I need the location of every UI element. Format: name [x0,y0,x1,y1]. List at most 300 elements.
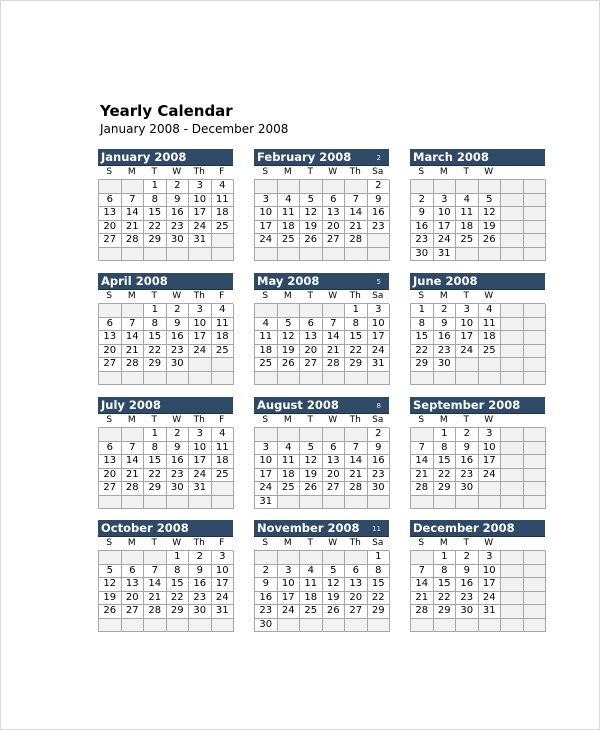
empty-day-cell [255,180,278,194]
day-cell: 26 [300,234,323,248]
day-cell: 4 [278,194,301,208]
empty-day-cell [167,496,190,510]
day-cell: 1 [434,551,457,565]
day-cell: 11 [212,442,235,456]
month-block [410,149,545,261]
day-cell: 18 [456,221,479,235]
weekday-header-row [410,537,545,550]
day-cell: 11 [479,318,502,332]
day-cell: 16 [167,455,190,469]
day-cell: 20 [300,345,323,359]
day-cell: 5 [300,194,323,208]
day-cell: 22 [411,345,434,359]
day-cell: 28 [411,482,434,496]
day-cell: 6 [99,194,122,208]
empty-day-cell [456,372,479,386]
weekday-label: S [418,291,425,301]
day-cell: 5 [479,194,502,208]
month-number-badge: 8 [376,402,381,410]
empty-day-cell [434,180,457,194]
day-cell: 16 [456,578,479,592]
empty-day-cell [144,248,167,262]
day-cell: 13 [323,207,346,221]
empty-day-cell [323,180,346,194]
empty-day-cell [411,496,434,510]
page-title: Yearly Calendar [100,102,233,120]
empty-day-cell [345,496,368,510]
day-cell: 25 [278,482,301,496]
day-cell: 13 [99,207,122,221]
weekday-label: M [439,415,448,425]
day-cell: 2 [456,428,479,442]
weekday-label: S [106,291,113,301]
weekday-label: M [439,167,448,177]
page-subtitle: January 2008 - December 2008 [100,122,289,136]
month-block [254,397,389,509]
day-cell: 14 [345,455,368,469]
month-name: October 2008 [101,521,189,535]
day-cell: 8 [368,565,391,579]
empty-day-cell [368,372,391,386]
weekday-label [500,537,523,550]
weekday-header-row [98,414,233,427]
day-cell: 17 [479,455,502,469]
empty-day-cell [99,372,122,386]
empty-day-cell [411,428,434,442]
day-cell: 28 [323,358,346,372]
day-cell: 21 [122,345,145,359]
day-cell: 11 [255,331,278,345]
day-cell: 3 [368,304,391,318]
day-cell: 25 [479,345,502,359]
empty-day-cell [524,578,547,592]
day-cell: 16 [456,455,479,469]
day-cell: 19 [479,221,502,235]
month-block [254,273,389,385]
day-cell: 13 [122,578,145,592]
day-cell: 15 [345,331,368,345]
month-header [254,397,389,414]
day-cell: 9 [189,565,212,579]
day-cell: 6 [300,318,323,332]
empty-day-cell [323,496,346,510]
day-cell: 3 [212,551,235,565]
day-cell: 25 [255,358,278,372]
empty-day-cell [323,304,346,318]
day-cell: 14 [411,455,434,469]
empty-day-cell [99,496,122,510]
day-cell: 18 [255,345,278,359]
empty-day-cell [524,318,547,332]
empty-day-cell [456,619,479,633]
month-name: July 2008 [101,398,161,412]
month-header [98,520,233,537]
empty-day-cell [501,194,524,208]
weekday-label [500,414,523,427]
day-cell: 29 [144,482,167,496]
weekday-label: S [262,538,269,548]
day-cell: 18 [278,221,301,235]
empty-day-cell [524,592,547,606]
month-block [98,149,233,261]
day-cell: 25 [212,469,235,483]
day-cell: 17 [189,331,212,345]
day-cell: 3 [278,565,301,579]
empty-day-cell [345,551,368,565]
day-cell: 3 [255,442,278,456]
empty-day-cell [501,551,524,565]
empty-day-cell [189,619,212,633]
empty-day-cell [345,180,368,194]
day-cell: 3 [189,180,212,194]
empty-day-cell [300,248,323,262]
day-cell: 17 [255,221,278,235]
empty-day-cell [524,331,547,345]
day-cell: 23 [189,592,212,606]
empty-day-cell [524,248,547,262]
day-cell: 21 [411,469,434,483]
day-cell: 4 [212,304,235,318]
day-cell: 30 [189,605,212,619]
empty-day-cell [456,248,479,262]
day-cell: 31 [479,605,502,619]
weekday-label: Th [349,167,361,177]
weekday-label: T [151,538,157,548]
day-cell: 17 [189,207,212,221]
day-cell: 2 [411,194,434,208]
weekday-label: Th [193,167,205,177]
day-cell: 10 [278,578,301,592]
weekday-label: T [151,167,157,177]
empty-day-cell [255,304,278,318]
weekday-label: S [262,291,269,301]
weekday-label [523,166,546,179]
weekday-label: Sa [372,167,384,177]
weekday-label: W [172,415,182,425]
day-cell: 9 [368,194,391,208]
day-cell: 10 [479,442,502,456]
month-name: June 2008 [413,274,478,288]
weekday-label: M [127,538,136,548]
day-cell: 8 [434,565,457,579]
weekday-label: W [484,415,494,425]
day-cell: 9 [368,442,391,456]
empty-day-cell [501,248,524,262]
month-name: March 2008 [413,150,489,164]
empty-day-cell [434,372,457,386]
empty-day-cell [501,372,524,386]
weekday-label: W [484,538,494,548]
day-cell: 14 [144,578,167,592]
weekday-label [523,290,546,303]
day-cell: 20 [122,592,145,606]
month-block [254,520,389,632]
day-cell: 13 [99,331,122,345]
day-cell: 24 [212,592,235,606]
day-cell: 12 [300,207,323,221]
day-cell: 18 [278,469,301,483]
empty-day-cell [524,428,547,442]
empty-day-cell [501,428,524,442]
day-cell: 29 [368,605,391,619]
day-cell: 25 [300,605,323,619]
weekday-header-row [98,290,233,303]
day-cell: 10 [456,318,479,332]
empty-day-cell [278,372,301,386]
day-cell: 11 [300,578,323,592]
weekday-label: W [328,415,338,425]
day-cell: 31 [189,482,212,496]
empty-day-cell [524,455,547,469]
day-cell: 24 [368,345,391,359]
weekday-label: M [127,167,136,177]
weekday-label: M [127,415,136,425]
day-cell: 7 [345,194,368,208]
empty-day-cell [501,234,524,248]
weekday-label: S [106,415,113,425]
empty-day-cell [501,592,524,606]
day-cell: 10 [255,207,278,221]
day-cell: 31 [189,234,212,248]
day-cell: 14 [345,207,368,221]
empty-day-cell [501,221,524,235]
day-cell: 6 [323,194,346,208]
day-cell: 3 [479,428,502,442]
empty-day-cell [479,372,502,386]
day-cell: 26 [300,482,323,496]
day-cell: 9 [167,194,190,208]
day-cell: 20 [345,592,368,606]
day-cell: 25 [212,221,235,235]
empty-day-cell [434,619,457,633]
day-cell: 2 [255,565,278,579]
empty-day-cell [411,619,434,633]
empty-day-cell [122,428,145,442]
month-number-badge: 2 [376,154,381,162]
weekday-label: T [151,291,157,301]
weekday-label: S [106,538,113,548]
weekday-label: M [283,415,292,425]
empty-day-cell [411,180,434,194]
day-cell: 2 [368,180,391,194]
day-cell: 2 [434,304,457,318]
empty-day-cell [501,442,524,456]
weekday-label: Th [193,415,205,425]
day-cell: 16 [411,221,434,235]
empty-day-cell [189,372,212,386]
day-grid [98,179,233,261]
empty-day-cell [122,619,145,633]
day-cell: 1 [368,551,391,565]
weekday-label: M [283,291,292,301]
weekday-label: S [418,415,425,425]
weekday-label: W [484,291,494,301]
empty-day-cell [456,180,479,194]
empty-day-cell [479,482,502,496]
day-cell: 15 [144,331,167,345]
day-cell: 23 [368,221,391,235]
day-cell: 9 [456,565,479,579]
empty-day-cell [212,248,235,262]
empty-day-cell [255,372,278,386]
weekday-label: T [307,167,313,177]
day-cell: 15 [144,455,167,469]
day-cell: 17 [434,221,457,235]
day-cell: 24 [456,345,479,359]
empty-day-cell [368,234,391,248]
day-cell: 2 [167,304,190,318]
weekday-label [500,290,523,303]
day-cell: 7 [122,442,145,456]
day-cell: 31 [212,605,235,619]
weekday-label: S [262,415,269,425]
day-grid [410,303,545,385]
day-cell: 17 [479,578,502,592]
day-cell: 28 [144,605,167,619]
day-cell: 10 [189,318,212,332]
day-cell: 30 [255,619,278,633]
empty-day-cell [501,318,524,332]
day-cell: 15 [144,207,167,221]
day-cell: 9 [411,207,434,221]
empty-day-cell [524,605,547,619]
weekday-label: S [418,538,425,548]
day-cell: 13 [345,578,368,592]
day-cell: 27 [99,234,122,248]
empty-day-cell [278,496,301,510]
weekday-label: T [151,415,157,425]
day-cell: 2 [456,551,479,565]
day-cell: 8 [144,442,167,456]
empty-day-cell [122,551,145,565]
empty-day-cell [368,496,391,510]
weekday-label: M [283,538,292,548]
day-cell: 21 [144,592,167,606]
day-cell: 15 [434,455,457,469]
weekday-label: M [439,291,448,301]
day-cell: 7 [411,442,434,456]
day-cell: 14 [411,578,434,592]
day-cell: 26 [99,605,122,619]
empty-day-cell [323,619,346,633]
weekday-label: F [219,167,225,177]
day-cell: 12 [99,578,122,592]
day-cell: 27 [323,234,346,248]
weekday-label: W [328,291,338,301]
empty-day-cell [122,180,145,194]
weekday-label: W [484,167,494,177]
day-cell: 10 [255,455,278,469]
day-cell: 29 [144,234,167,248]
day-cell: 9 [456,442,479,456]
day-cell: 18 [479,331,502,345]
empty-day-cell [501,496,524,510]
empty-day-cell [479,619,502,633]
day-cell: 30 [167,482,190,496]
empty-day-cell [99,180,122,194]
empty-day-cell [524,345,547,359]
day-cell: 16 [255,592,278,606]
day-cell: 16 [368,455,391,469]
empty-day-cell [524,619,547,633]
day-cell: 23 [255,605,278,619]
day-cell: 30 [368,482,391,496]
empty-day-cell [278,551,301,565]
month-header [98,273,233,290]
day-cell: 24 [255,482,278,496]
day-cell: 1 [144,428,167,442]
day-cell: 21 [122,469,145,483]
empty-day-cell [479,248,502,262]
day-cell: 13 [323,455,346,469]
empty-day-cell [524,469,547,483]
day-cell: 8 [144,318,167,332]
day-cell: 24 [278,605,301,619]
empty-day-cell [501,180,524,194]
day-cell: 31 [255,496,278,510]
empty-day-cell [122,372,145,386]
day-cell: 4 [278,442,301,456]
empty-day-cell [501,331,524,345]
day-cell: 6 [99,318,122,332]
day-cell: 15 [411,331,434,345]
weekday-label: T [307,538,313,548]
day-cell: 22 [144,221,167,235]
day-cell: 4 [212,180,235,194]
day-cell: 10 [189,194,212,208]
day-cell: 15 [434,578,457,592]
day-cell: 27 [99,358,122,372]
month-header [410,520,545,537]
weekday-label: Th [193,538,205,548]
day-cell: 13 [99,455,122,469]
day-cell: 7 [345,442,368,456]
empty-day-cell [479,496,502,510]
empty-day-cell [212,482,235,496]
empty-day-cell [479,358,502,372]
weekday-label: M [283,167,292,177]
empty-day-cell [300,372,323,386]
weekday-label: Th [193,291,205,301]
day-cell: 28 [122,482,145,496]
day-cell: 20 [99,469,122,483]
day-cell: 9 [434,318,457,332]
weekday-header-row [410,166,545,179]
day-cell: 29 [411,358,434,372]
day-cell: 30 [411,248,434,262]
weekday-label: Sa [372,538,384,548]
weekday-label: S [106,167,113,177]
day-cell: 3 [479,551,502,565]
day-cell: 21 [122,221,145,235]
weekday-header-row [410,290,545,303]
empty-day-cell [524,304,547,318]
empty-day-cell [167,248,190,262]
empty-day-cell [278,428,301,442]
month-name: September 2008 [413,398,521,412]
weekday-header-row [254,290,389,303]
empty-day-cell [212,619,235,633]
day-cell: 19 [300,221,323,235]
day-cell: 8 [167,565,190,579]
day-cell: 9 [167,442,190,456]
empty-day-cell [501,358,524,372]
empty-day-cell [300,551,323,565]
empty-day-cell [122,304,145,318]
day-cell: 10 [189,442,212,456]
empty-day-cell [524,207,547,221]
weekday-label [500,166,523,179]
